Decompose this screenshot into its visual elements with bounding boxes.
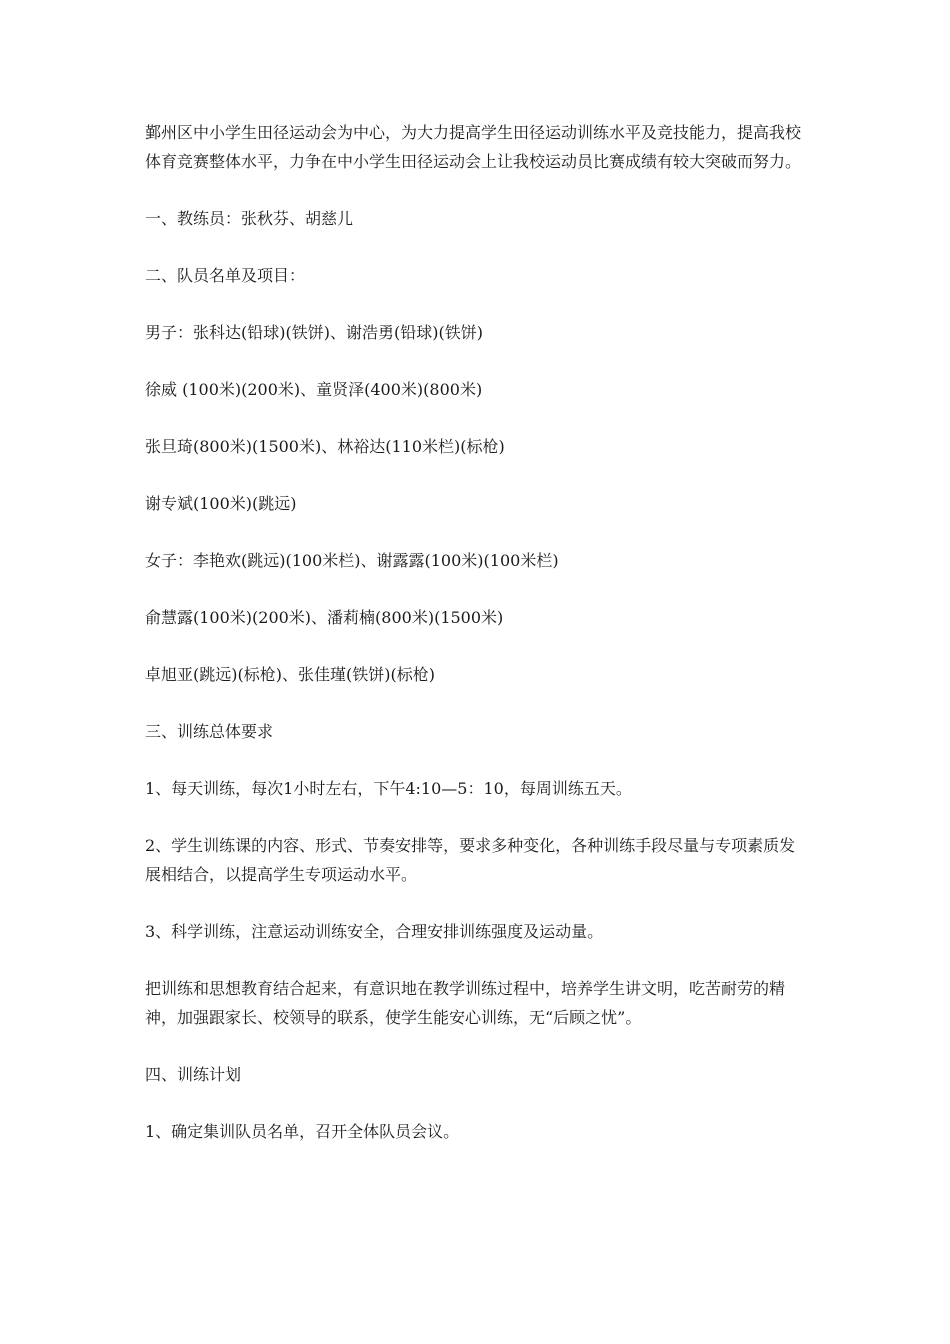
plan-heading: 四、训练计划 [145, 1065, 242, 1084]
roster-female-line-1: 女子：李艳欢(跳远)(100米栏)、谢露露(100米)(100米栏) [145, 551, 559, 570]
roster-female-line-2: 俞慧露(100米)(200米)、潘莉楠(800米)(1500米) [145, 608, 504, 627]
requirements-heading: 三、训练总体要求 [145, 722, 274, 741]
roster-male-line-1: 男子：张科达(铅球)(铁饼)、谢浩勇(铅球)(铁饼) [145, 323, 483, 342]
requirement-item-3: 3、科学训练，注意运动训练安全，合理安排训练强度及运动量。 [145, 922, 604, 941]
roster-male-line-4: 谢专斌(100米)(跳远) [145, 494, 297, 513]
coaches-line: 一、教练员：张秋芬、胡慈儿 [145, 209, 354, 228]
roster-male-line-3: 张旦琦(800米)(1500米)、林裕达(110米栏)(标枪) [145, 437, 505, 456]
roster-heading: 二、队员名单及项目： [145, 266, 306, 285]
education-paragraph: 把训练和思想教育结合起来，有意识地在教学训练过程中，培养学生讲文明，吃苦耐劳的精神，加强跟家长、校领导的联系，使学生能安心训练，无“后顾之忧”。 [145, 979, 786, 1027]
requirement-item-1: 1、每天训练，每次1小时左右，下午4:10—5：10，每周训练五天。 [145, 779, 632, 798]
plan-item-1: 1、确定集训队员名单，召开全体队员会议。 [145, 1122, 460, 1141]
requirement-item-2: 2、学生训练课的内容、形式、节奏安排等，要求多种变化，各种训练手段尽量与专项素质发展相结合，以提高学生专项运动水平。 [145, 836, 796, 884]
intro-paragraph: 鄞州区中小学生田径运动会为中心，为大力提高学生田径运动训练水平及竞技能力，提高我校体育竞赛整体水平，力争在中小学生田径运动会上让我校运动员比赛成绩有较大突破而努力。 [145, 123, 802, 171]
document-body [145, 118, 810, 1174]
roster-female-line-3: 卓旭亚(跳远)(标枪)、张佳瑾(铁饼)(标枪) [145, 665, 435, 684]
roster-male-line-2: 徐威 (100米)(200米)、童贤泽(400米)(800米) [145, 380, 483, 399]
